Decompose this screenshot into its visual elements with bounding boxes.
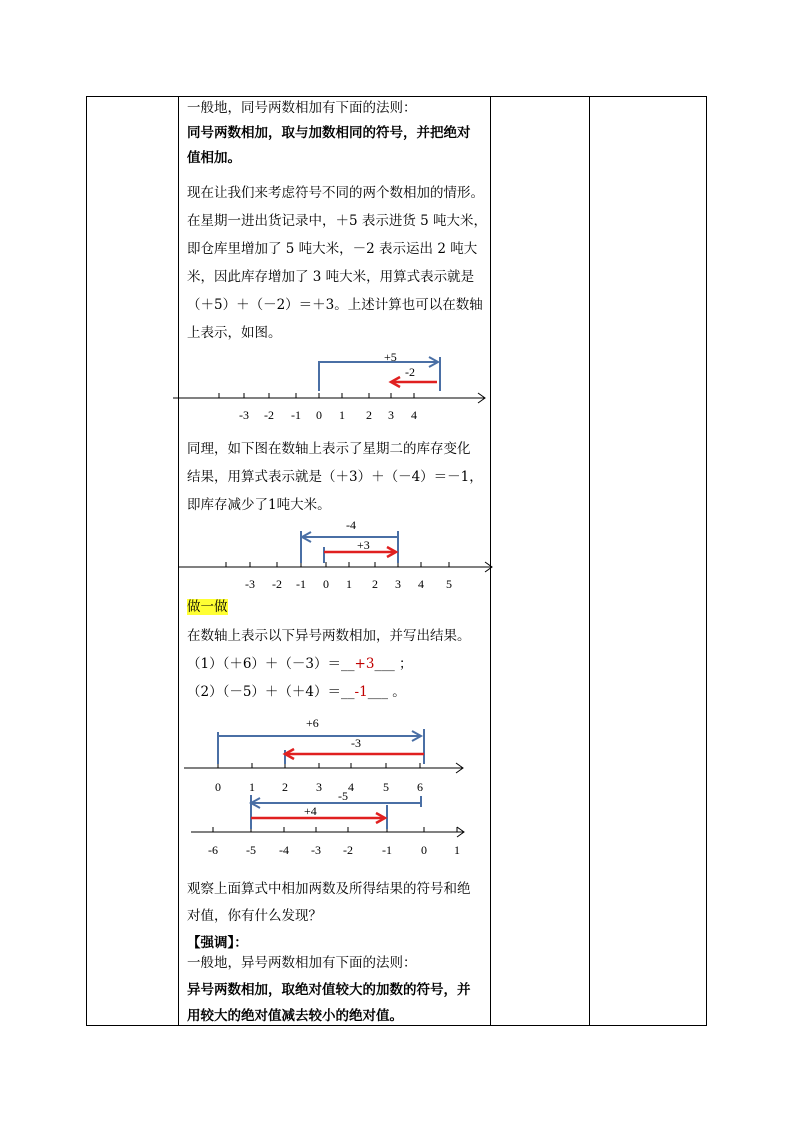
number-line-diagram-3 (179, 712, 490, 792)
tick-label: 4 (348, 780, 354, 794)
exercise-2 (187, 683, 406, 701)
text-line: 即仓库里增加了 5 吨大米，－2 表示运出 2 吨大 (187, 241, 478, 257)
arrow-label: +5 (384, 350, 397, 364)
tick-label: 1 (454, 843, 460, 857)
tick-label: 4 (411, 408, 417, 422)
arrow-label: -3 (351, 736, 361, 750)
content-cell (179, 97, 490, 1025)
tick-label: -3 (239, 408, 249, 422)
arrow-label: +4 (304, 804, 317, 818)
text-line: 结果，用算式表示就是（＋3）＋（－4）＝－1， (187, 469, 483, 485)
text-line: 米，因此库存增加了 3 吨大米，用算式表示就是 (187, 269, 475, 285)
exercise-text: （1）（＋6）＋（－3）＝__ (187, 656, 355, 672)
arrow-label: +3 (357, 538, 370, 552)
tick-label: -2 (264, 408, 274, 422)
text-line: 同理，如下图在数轴上表示了星期二的库存变化 (187, 441, 471, 457)
tick-label: 2 (372, 577, 378, 591)
tick-label: 1 (346, 577, 352, 591)
tick-label: 3 (388, 408, 394, 422)
tick-label: 2 (366, 408, 372, 422)
number-line-diagram-4 (179, 787, 490, 867)
rule-text: 用较大的绝对值减去较小的绝对值。 (187, 1008, 403, 1024)
tick-label: 0 (215, 780, 221, 794)
tick-label: -2 (343, 843, 353, 857)
tick-label: -6 (208, 843, 218, 857)
tick-label: -1 (291, 408, 301, 422)
tick-label: 0 (316, 408, 322, 422)
tick-label: -2 (272, 577, 282, 591)
arrow-label: -2 (405, 365, 415, 379)
tick-label: -3 (311, 843, 321, 857)
number-line-diagram-1 (179, 347, 490, 427)
answer-text: +3 (354, 656, 375, 672)
text-line: 在星期一进出货记录中，＋5 表示进货 5 吨大米， (187, 213, 488, 229)
text-line: 一般地，同号两数相加有下面的法则： (187, 100, 417, 116)
exercise-text: （2）（－5）＋（＋4）＝__ (187, 684, 355, 700)
tick-label: 5 (446, 577, 452, 591)
text-line: 观察上面算式中相加两数及所得结果的符号和绝 (187, 881, 471, 897)
exercise-text: ___ 。 (367, 684, 406, 700)
text-line: （＋5）＋（－2）＝＋3。上述计算也可以在数轴 (187, 297, 483, 313)
arrow-label: +6 (306, 716, 319, 730)
number-line-diagram-2 (179, 517, 490, 597)
rule-text: 值相加。 (187, 150, 241, 166)
tick-label: -1 (296, 577, 306, 591)
text-line: 上表示，如图。 (187, 325, 282, 341)
tick-label: 0 (421, 843, 427, 857)
tick-label: 3 (395, 577, 401, 591)
tick-label: -3 (245, 577, 255, 591)
rule-text: 同号两数相加，取与加数相同的符号，并把绝对 (187, 125, 471, 141)
tick-label: 1 (249, 780, 255, 794)
exercise-text: ___ ； (374, 656, 413, 672)
tick-label: 5 (383, 780, 389, 794)
tick-label: -4 (279, 843, 289, 857)
section-heading (187, 598, 228, 616)
column-divider (490, 97, 491, 1025)
tick-label: 2 (282, 780, 288, 794)
tick-label: -5 (246, 843, 256, 857)
column-divider (589, 97, 590, 1025)
tick-label: 0 (323, 577, 329, 591)
text-line: 对值，你有什么发现？ (187, 908, 322, 924)
tick-label: 6 (417, 780, 423, 794)
section-heading-text: 做一做 (187, 599, 228, 615)
text-line: 即库存减少了1吨大米。 (187, 497, 331, 513)
exercise-1 (187, 655, 412, 673)
tick-label: 3 (316, 780, 322, 794)
answer-text: -1 (354, 684, 368, 700)
text-line: 现在让我们来考虑符号不同的两个数相加的情形。 (187, 185, 484, 201)
rule-text: 异号两数相加，取绝对值较大的加数的符号，并 (187, 982, 471, 998)
tick-label: 4 (418, 577, 424, 591)
text-line: 在数轴上表示以下异号两数相加，并写出结果。 (187, 628, 471, 644)
tick-label: -1 (382, 843, 392, 857)
arrow-label: -4 (346, 518, 356, 532)
tick-label: 1 (339, 408, 345, 422)
lesson-table (86, 96, 707, 1026)
emphasis-heading: 【强调】： (187, 935, 248, 951)
arrow-label: -5 (338, 789, 348, 803)
text-line: 一般地，异号两数相加有下面的法则： (187, 955, 417, 971)
